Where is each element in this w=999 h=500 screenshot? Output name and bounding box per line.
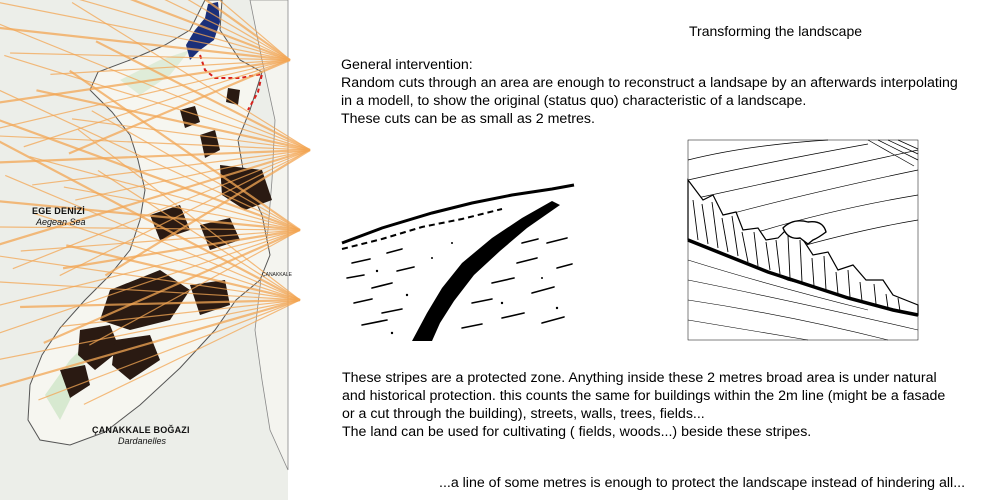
hillside-drawing [342, 183, 574, 341]
stripe-landscape-drawing [688, 140, 918, 340]
stripes-line: or a cut through the building), streets, walls, trees, fields... [342, 406, 705, 422]
page-title: Transforming the landscape [689, 23, 863, 39]
intro-heading: General intervention: [341, 57, 473, 73]
stripes-line: and historical protection. this counts the same for buildings within the 2m line (might be a fasade [342, 388, 946, 404]
stripes-paragraph [342, 369, 992, 441]
strait-label-english: Dardanelles [118, 436, 167, 446]
strait-label: ÇANAKKALE BOĞAZI [92, 425, 190, 435]
closing-statement: ...a line of some metres is enough to protect the landscape instead of hindering all... [439, 475, 966, 491]
intro-line: in a modell, to show the original (status quo) characteristic of a landscape. [341, 93, 807, 109]
stripes-line: These stripes are a protected zone. Anything inside these 2 metres broad area is under natural [342, 370, 937, 386]
sketch-hillside-cut [342, 183, 574, 341]
sea-label-english: Aegean Sea [36, 217, 86, 227]
intro-block [341, 56, 996, 128]
peninsula-map [0, 0, 293, 500]
intro-line: Random cuts through an area are enough to reconstruct a landsape by an afterwards interpolating [341, 75, 958, 91]
sea-label: EGE DENİZİ [32, 206, 86, 216]
sketch-stripe-landscape [688, 140, 918, 340]
town-label: ÇANAKKALE [262, 272, 293, 278]
stripes-line: The land can be used for cultivating ( fields, woods...) beside these stripes. [342, 424, 812, 440]
intro-line: These cuts can be as small as 2 metres. [341, 111, 595, 127]
